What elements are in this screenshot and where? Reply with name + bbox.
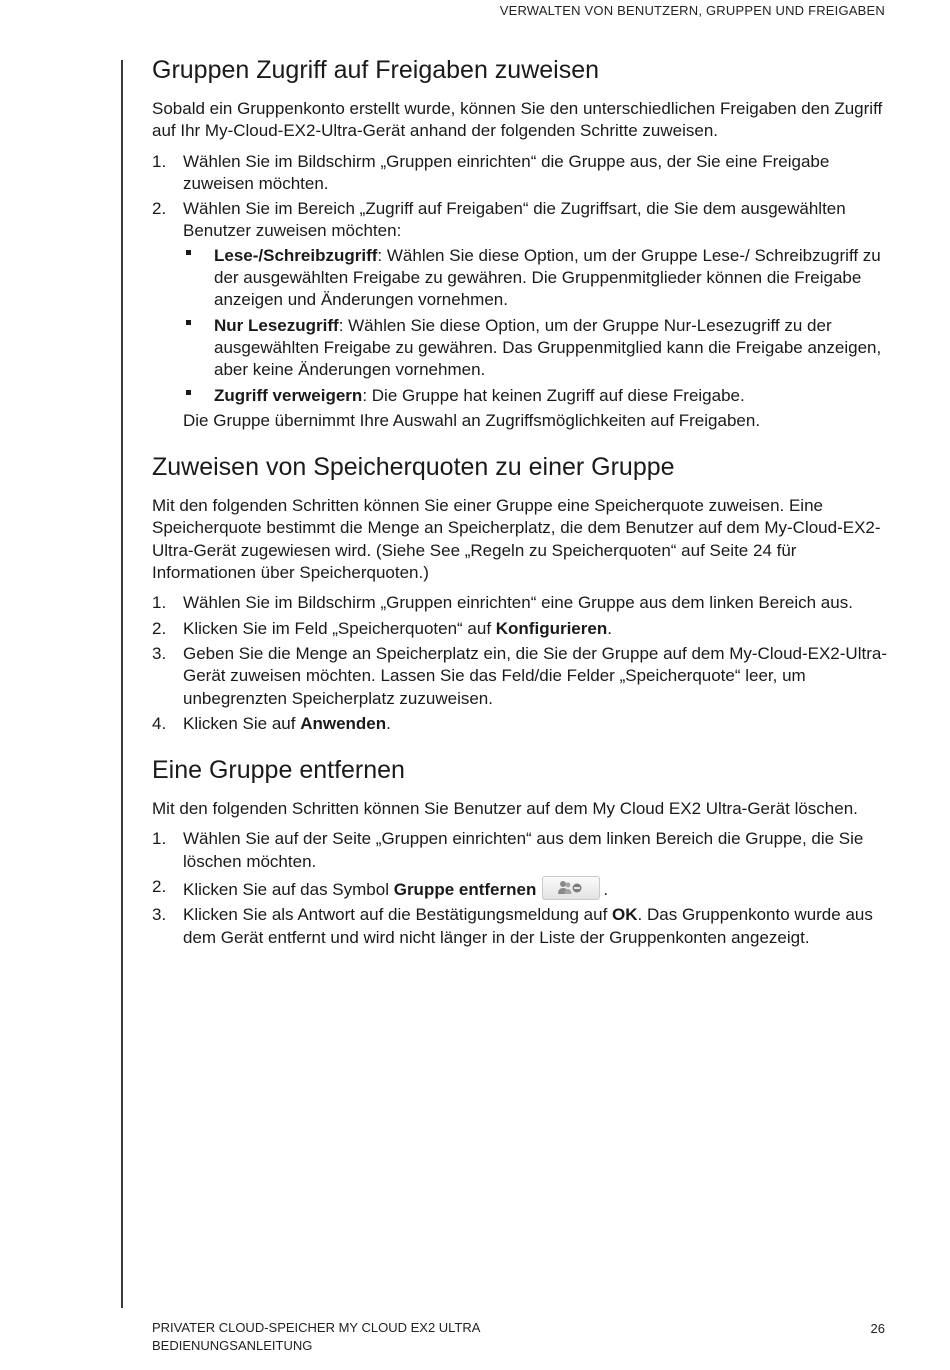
section-title: Eine Gruppe entfernen — [152, 756, 405, 785]
step-item — [152, 198, 887, 432]
step-text-end: . — [607, 618, 612, 638]
steps-list — [152, 592, 887, 735]
section-share-access — [152, 54, 887, 432]
ui-term: Anwenden — [300, 713, 387, 733]
option-text: : Wählen Sie diese Option, um der Gruppe Lese-/ Schreibzugriff zu der ausgewählten Freigabe zu gewähren. Die Gruppenmitglieder können die Freigabe anzeigen und Änderungen vornehmen. — [214, 245, 881, 310]
page-content — [152, 54, 887, 968]
step-text-end: . Das Gruppenkonto wurde aus dem Gerät entfernt und wird nicht länger in der Liste der Gruppenkonten angezeigt. — [183, 905, 873, 947]
step-text-end: . — [386, 713, 391, 733]
section-intro: Mit den folgenden Schritten können Sie einer Gruppe eine Speicherquote zuweisen. Eine Speicherquote bestimmt die Menge an Speicherplatz, die dem Benutzer auf dem My-Cloud-EX2-Ultra-Gerät zugewiesen wird. (Siehe See „Regeln zu Speicherquoten“ auf Seite 24 für Informationen über Speicherquoten.) — [152, 496, 881, 583]
remove-group-icon — [542, 876, 600, 900]
option-term: Nur Lesezugriff — [214, 315, 339, 335]
section-title: Zuweisen von Speicherquoten zu einer Gruppe — [152, 453, 675, 482]
option-term: Zugriff verweigern — [214, 385, 363, 405]
step-text: Wählen Sie auf der Seite „Gruppen einrichten“ aus dem linken Bereich die Gruppe, die Sie löschen möchten. — [183, 829, 864, 871]
bullet-square-icon — [186, 250, 191, 255]
section-title: Gruppen Zugriff auf Freigaben zuweisen — [152, 56, 600, 84]
remove-group-glyph — [557, 880, 583, 895]
footer-product: PRIVATER CLOUD-SPEICHER MY CLOUD EX2 ULTRA — [152, 1320, 481, 1335]
step-number: 2. — [152, 877, 167, 897]
step-text: Wählen Sie im Bildschirm „Gruppen einrichten“ die Gruppe aus, der Sie eine Freigabe zuweisen möchten. — [183, 151, 830, 193]
bullet-square-icon — [186, 390, 191, 395]
step-number: 1. — [152, 829, 167, 849]
running-header: VERWALTEN VON BENUTZERN, GRUPPEN UND FREIGABEN — [499, 3, 885, 18]
step-item — [152, 828, 887, 873]
ui-term: Gruppe entfernen — [393, 880, 537, 900]
step-number: 1. — [152, 593, 167, 613]
step-text: Wählen Sie im Bildschirm „Gruppen einrichten“ eine Gruppe aus dem linken Bereich aus. — [183, 593, 853, 613]
list-item — [183, 315, 887, 382]
step-item — [152, 618, 887, 640]
step-number: 3. — [152, 905, 167, 925]
step-number: 1. — [152, 151, 167, 171]
list-item — [183, 385, 887, 407]
ui-term: OK — [612, 905, 638, 925]
step-text: Wählen Sie im Bereich „Zugriff auf Freigaben“ die Zugriffsart, die Sie dem ausgewählten Benutzer zuweisen möchten: — [183, 199, 846, 241]
steps-list — [152, 828, 887, 948]
step-number: 2. — [152, 199, 167, 219]
bullet-square-icon — [186, 320, 191, 325]
ui-term: Konfigurieren — [495, 618, 608, 638]
step-note: Die Gruppe übernimmt Ihre Auswahl an Zugriffsmöglichkeiten auf Freigaben. — [183, 410, 761, 430]
margin-rule — [121, 60, 123, 1308]
step-item — [152, 904, 887, 949]
step-item — [152, 592, 887, 614]
step-item — [152, 713, 887, 735]
section-intro: Sobald ein Gruppenkonto erstellt wurde, können Sie den unterschiedlichen Freigaben den Zugriff auf Ihr My-Cloud-EX2-Ultra-Gerät anhand der folgenden Schritte zuweisen. — [152, 99, 883, 141]
step-text-end: . — [603, 880, 609, 900]
step-item — [152, 151, 887, 196]
access-options-list — [183, 245, 887, 407]
step-text: Klicken Sie als Antwort auf die Bestätigungsmeldung auf — [183, 905, 613, 925]
step-item — [152, 643, 887, 710]
page-number: 26 — [870, 1321, 885, 1336]
option-text: : Wählen Sie diese Option, um der Gruppe Nur-Lesezugriff zu der ausgewählten Freigabe zu gewähren. Das Gruppenmitglied kann die Freigabe anzeigen, aber keine Änderungen vornehmen. — [214, 315, 882, 380]
section-intro: Mit den folgenden Schritten können Sie Benutzer auf dem My Cloud EX2 Ultra-Gerät löschen. — [152, 799, 858, 819]
step-text: Klicken Sie im Feld „Speicherquoten“ auf — [183, 618, 496, 638]
step-text: Klicken Sie auf das Symbol — [183, 880, 394, 900]
list-item — [183, 245, 887, 312]
option-term: Lese-/Schreibzugriff — [214, 245, 378, 265]
steps-list — [152, 151, 887, 433]
footer — [152, 1319, 480, 1355]
step-number: 3. — [152, 643, 167, 663]
step-number: 4. — [152, 713, 167, 733]
step-number: 2. — [152, 618, 167, 638]
section-storage-quota — [152, 451, 887, 735]
step-item — [152, 876, 887, 901]
step-text: Klicken Sie auf — [183, 713, 301, 733]
footer-doc-type: BEDIENUNGSANLEITUNG — [152, 1338, 313, 1353]
section-remove-group — [152, 754, 887, 949]
step-text: Geben Sie die Menge an Speicherplatz ein, die Sie der Gruppe auf dem My-Cloud-EX2-Ultra-Gerät zuweisen möchten. Lassen Sie das Feld/die Felder „Speicherquote“ leer, um unbegrenzten Speicherplatz zuzuweisen. — [183, 643, 887, 708]
option-text: : Die Gruppe hat keinen Zugriff auf diese Freigabe. — [362, 385, 745, 405]
